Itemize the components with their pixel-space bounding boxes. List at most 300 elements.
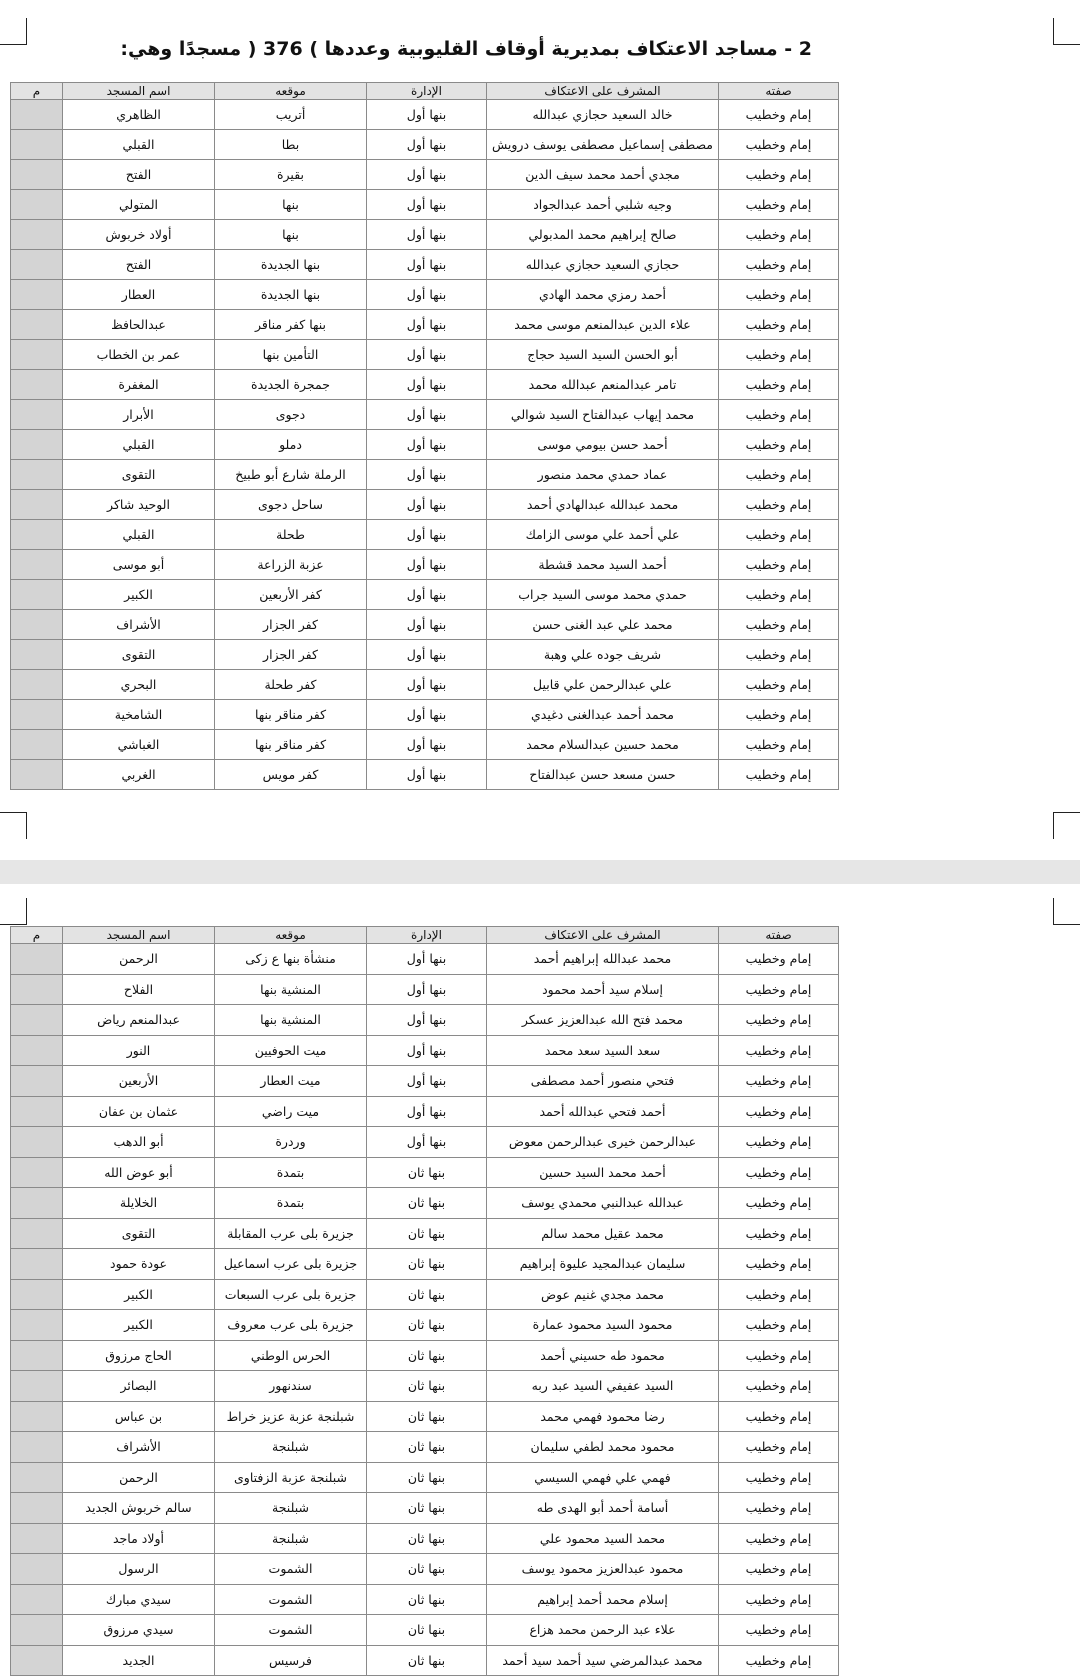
cell-index <box>11 160 63 190</box>
cell-mosque: الرحمن <box>63 944 215 975</box>
cell-admin: بنها أول <box>367 944 487 975</box>
cell-index <box>11 1157 63 1188</box>
cell-admin: بنها أول <box>367 430 487 460</box>
table-header-row <box>11 927 839 944</box>
cell-location: بنها الجديدة <box>215 250 367 280</box>
cell-location: طحلة <box>215 520 367 550</box>
crop-mark-top-right <box>1053 898 1080 925</box>
cell-index <box>11 580 63 610</box>
cell-location: كفر مناقر بنها <box>215 700 367 730</box>
cell-mosque: عبدالمنعم رياض <box>63 1005 215 1036</box>
cell-location: فرسيس <box>215 1645 367 1676</box>
header-admin: الإدارة <box>367 83 487 100</box>
cell-mosque: أولاد خربوش <box>63 220 215 250</box>
cell-supervisor: سعد السيد سعد محمد <box>487 1035 719 1066</box>
cell-index <box>11 460 63 490</box>
table-row <box>11 520 839 550</box>
table-row <box>11 1584 839 1615</box>
cell-admin: بنها ثان <box>367 1462 487 1493</box>
table-row <box>11 580 839 610</box>
cell-role: إمام وخطيب <box>719 1493 839 1524</box>
cell-admin: بنها أول <box>367 280 487 310</box>
cell-admin: بنها ثان <box>367 1554 487 1585</box>
cell-role: إمام وخطيب <box>719 220 839 250</box>
table-row <box>11 1249 839 1280</box>
cell-supervisor: إسلام سيد أحمد محمود <box>487 974 719 1005</box>
cell-location: شبلنجة عزبة عزيز خراط <box>215 1401 367 1432</box>
table-row <box>11 100 839 130</box>
cell-index <box>11 220 63 250</box>
cell-supervisor: محمد عبدالله إبراهيم أحمد <box>487 944 719 975</box>
cell-location: سندنهور <box>215 1371 367 1402</box>
cell-admin: بنها ثان <box>367 1523 487 1554</box>
cell-mosque: سيدي مبارك <box>63 1584 215 1615</box>
cell-admin: بنها ثان <box>367 1218 487 1249</box>
cell-role: إمام وخطيب <box>719 550 839 580</box>
cell-supervisor: أحمد السيد محمد قشطة <box>487 550 719 580</box>
cell-location: جزيرة بلى عرب السبعات <box>215 1279 367 1310</box>
cell-admin: بنها أول <box>367 610 487 640</box>
cell-location: بنها <box>215 190 367 220</box>
cell-admin: بنها ثان <box>367 1645 487 1676</box>
cell-admin: بنها أول <box>367 460 487 490</box>
cell-supervisor: محمد علي عبد الغنى حسن <box>487 610 719 640</box>
cell-supervisor: عبدالرحمن خيرى عبدالرحمن معوض <box>487 1127 719 1158</box>
cell-mosque: الرحمن <box>63 1462 215 1493</box>
cell-mosque: الكبير <box>63 1310 215 1341</box>
table-row <box>11 1035 839 1066</box>
cell-role: إمام وخطيب <box>719 730 839 760</box>
table-row <box>11 220 839 250</box>
cell-admin: بنها أول <box>367 700 487 730</box>
cell-role: إمام وخطيب <box>719 700 839 730</box>
cell-supervisor: حسن مسعد حسن عبدالفتاح <box>487 760 719 790</box>
cell-location: ميت الحوفيين <box>215 1035 367 1066</box>
cell-admin: بنها ثان <box>367 1249 487 1280</box>
cell-admin: بنها أول <box>367 310 487 340</box>
cell-role: إمام وخطيب <box>719 1035 839 1066</box>
mosques-table-2 <box>10 926 839 1676</box>
cell-admin: بنها أول <box>367 1096 487 1127</box>
cell-supervisor: خالد السعيد حجازي عبدالله <box>487 100 719 130</box>
cell-mosque: المتولي <box>63 190 215 220</box>
cell-supervisor: محمد أحمد عبدالغنى دغيدي <box>487 700 719 730</box>
cell-location: كفر مويس <box>215 760 367 790</box>
cell-mosque: بن عباس <box>63 1401 215 1432</box>
cell-mosque: أبو الدهب <box>63 1127 215 1158</box>
cell-supervisor: أحمد فتحي عبدالله أحمد <box>487 1096 719 1127</box>
cell-location: المنشية بنها <box>215 974 367 1005</box>
cell-admin: بنها أول <box>367 550 487 580</box>
cell-location: شبلنجة عزبة الزفتاوى <box>215 1462 367 1493</box>
cell-role: إمام وخطيب <box>719 974 839 1005</box>
crop-mark-top-left <box>0 898 27 925</box>
cell-index <box>11 190 63 220</box>
cell-mosque: الغباشي <box>63 730 215 760</box>
cell-supervisor: عماد حمدي محمد منصور <box>487 460 719 490</box>
cell-index <box>11 400 63 430</box>
cell-admin: بنها أول <box>367 1066 487 1097</box>
cell-admin: بنها أول <box>367 340 487 370</box>
table-row <box>11 1554 839 1585</box>
cell-mosque: الشامخية <box>63 700 215 730</box>
cell-admin: بنها أول <box>367 760 487 790</box>
cell-supervisor: محمود محمد لطفي سليمان <box>487 1432 719 1463</box>
cell-role: إمام وخطيب <box>719 190 839 220</box>
cell-location: جمجرة الجديدة <box>215 370 367 400</box>
page-title: 2 - مساجد الاعتكاف بمديرية أوقاف القليوبية وعددها ) 376 ( مسجدًا وهي: <box>120 38 812 60</box>
cell-location: شبلنجة <box>215 1493 367 1524</box>
cell-index <box>11 760 63 790</box>
cell-supervisor: فتحي منصور أحمد مصطفى <box>487 1066 719 1097</box>
cell-index <box>11 520 63 550</box>
table-row <box>11 1279 839 1310</box>
cell-index <box>11 1645 63 1676</box>
cell-index <box>11 130 63 160</box>
table-row <box>11 1371 839 1402</box>
cell-supervisor: أبو الحسن السيد السيد حجاج <box>487 340 719 370</box>
cell-index <box>11 280 63 310</box>
header-role: صفته <box>719 83 839 100</box>
header-location: موقعه <box>215 83 367 100</box>
table-row <box>11 310 839 340</box>
cell-location: الشموت <box>215 1584 367 1615</box>
cell-index <box>11 1127 63 1158</box>
cell-location: جزيرة بلى عرب المقابلة <box>215 1218 367 1249</box>
table-row <box>11 280 839 310</box>
cell-supervisor: علاء عبد الرحمن محمد هزاع <box>487 1615 719 1646</box>
table-row <box>11 974 839 1005</box>
cell-role: إمام وخطيب <box>719 430 839 460</box>
cell-role: إمام وخطيب <box>719 520 839 550</box>
cell-index <box>11 1035 63 1066</box>
table-row <box>11 160 839 190</box>
cell-index <box>11 1279 63 1310</box>
cell-mosque: الحاج مرزوق <box>63 1340 215 1371</box>
cell-role: إمام وخطيب <box>719 130 839 160</box>
table-row <box>11 1310 839 1341</box>
cell-supervisor: محمد السيد محمود علي <box>487 1523 719 1554</box>
cell-role: إمام وخطيب <box>719 1371 839 1402</box>
crop-mark-top-right <box>1053 18 1080 45</box>
cell-role: إمام وخطيب <box>719 460 839 490</box>
cell-supervisor: محمود السيد محمود عمارة <box>487 1310 719 1341</box>
table-1-body <box>11 100 839 790</box>
cell-admin: بنها أول <box>367 190 487 220</box>
crop-mark-bottom-right <box>1053 812 1080 839</box>
cell-supervisor: عبدالله عبدالنبي محمدي يوسف <box>487 1188 719 1219</box>
cell-role: إمام وخطيب <box>719 1310 839 1341</box>
cell-mosque: أولاد ماجد <box>63 1523 215 1554</box>
cell-index <box>11 1096 63 1127</box>
table-row <box>11 1188 839 1219</box>
crop-mark-bottom-left <box>0 812 27 839</box>
cell-role: إمام وخطيب <box>719 640 839 670</box>
cell-role: إمام وخطيب <box>719 310 839 340</box>
cell-role: إمام وخطيب <box>719 1188 839 1219</box>
cell-admin: بنها ثان <box>367 1371 487 1402</box>
cell-index <box>11 974 63 1005</box>
cell-index <box>11 1249 63 1280</box>
header-mosque: اسم المسجد <box>63 927 215 944</box>
cell-mosque: الفلاح <box>63 974 215 1005</box>
cell-role: إمام وخطيب <box>719 400 839 430</box>
cell-supervisor: محمد عبدالله عبدالهادي أحمد <box>487 490 719 520</box>
cell-admin: بنها ثان <box>367 1584 487 1615</box>
cell-mosque: الجديد <box>63 1645 215 1676</box>
cell-admin: بنها أول <box>367 520 487 550</box>
cell-location: كفر مناقر بنها <box>215 730 367 760</box>
cell-index <box>11 490 63 520</box>
cell-location: كفر الأربعين <box>215 580 367 610</box>
header-admin: الإدارة <box>367 927 487 944</box>
cell-location: منشأة بنها ع زكى <box>215 944 367 975</box>
cell-supervisor: محمد عبدالمرضي سيد أحمد سيد أحمد <box>487 1645 719 1676</box>
cell-role: إمام وخطيب <box>719 1249 839 1280</box>
mosques-table-1 <box>10 82 839 790</box>
cell-admin: بنها أول <box>367 490 487 520</box>
cell-mosque: عثمان بن عفان <box>63 1096 215 1127</box>
header-index: م <box>11 927 63 944</box>
cell-role: إمام وخطيب <box>719 1279 839 1310</box>
cell-location: بنها الجديدة <box>215 280 367 310</box>
cell-supervisor: محمد إيهاب عبدالفتاح السيد شوالي <box>487 400 719 430</box>
cell-admin: بنها أول <box>367 1005 487 1036</box>
cell-location: أتريب <box>215 100 367 130</box>
cell-location: ميت العطار <box>215 1066 367 1097</box>
cell-index <box>11 250 63 280</box>
cell-role: إمام وخطيب <box>719 1523 839 1554</box>
cell-index <box>11 1432 63 1463</box>
cell-location: وردرة <box>215 1127 367 1158</box>
cell-mosque: الوحيد شاكر <box>63 490 215 520</box>
cell-supervisor: وجيه شلبي أحمد عبدالجواد <box>487 190 719 220</box>
table-row <box>11 610 839 640</box>
table-row <box>11 730 839 760</box>
document-page-2 <box>0 884 1080 1677</box>
cell-supervisor: محمد حسين عبدالسلام محمد <box>487 730 719 760</box>
cell-admin: بنها أول <box>367 160 487 190</box>
cell-mosque: الفتح <box>63 250 215 280</box>
cell-mosque: الغربي <box>63 760 215 790</box>
table-row <box>11 760 839 790</box>
cell-role: إمام وخطيب <box>719 340 839 370</box>
cell-role: إمام وخطيب <box>719 1127 839 1158</box>
cell-supervisor: أحمد رمزي محمد الهادي <box>487 280 719 310</box>
cell-location: دجوى <box>215 400 367 430</box>
cell-index <box>11 730 63 760</box>
cell-location: جزيرة بلى عرب اسماعيل <box>215 1249 367 1280</box>
cell-index <box>11 1523 63 1554</box>
cell-location: دملو <box>215 430 367 460</box>
cell-index <box>11 1401 63 1432</box>
cell-index <box>11 1310 63 1341</box>
table-row <box>11 640 839 670</box>
cell-location: بتمدة <box>215 1188 367 1219</box>
cell-role: إمام وخطيب <box>719 670 839 700</box>
cell-admin: بنها ثان <box>367 1493 487 1524</box>
cell-mosque: القبلي <box>63 430 215 460</box>
cell-location: ميت راضي <box>215 1096 367 1127</box>
table-row <box>11 1462 839 1493</box>
cell-mosque: القبلي <box>63 130 215 160</box>
cell-location: بنها كفر مناقر <box>215 310 367 340</box>
table-row <box>11 1127 839 1158</box>
cell-supervisor: أحمد محمد السيد حسين <box>487 1157 719 1188</box>
cell-index <box>11 1066 63 1097</box>
table-row <box>11 400 839 430</box>
cell-mosque: الخلايلة <box>63 1188 215 1219</box>
cell-admin: بنها أول <box>367 400 487 430</box>
table-2-body <box>11 944 839 1676</box>
cell-role: إمام وخطيب <box>719 250 839 280</box>
cell-index <box>11 610 63 640</box>
table-row <box>11 700 839 730</box>
table-row <box>11 1218 839 1249</box>
cell-admin: بنها أول <box>367 974 487 1005</box>
cell-mosque: النور <box>63 1035 215 1066</box>
cell-supervisor: أحمد حسن بيومي موسى <box>487 430 719 460</box>
header-supervisor: المشرف على الاعتكاف <box>487 83 719 100</box>
cell-role: إمام وخطيب <box>719 1401 839 1432</box>
cell-location: الحرس الوطني <box>215 1340 367 1371</box>
cell-admin: بنها أول <box>367 580 487 610</box>
header-mosque: اسم المسجد <box>63 83 215 100</box>
cell-role: إمام وخطيب <box>719 1554 839 1585</box>
page-separator <box>0 860 1080 884</box>
cell-admin: بنها ثان <box>367 1432 487 1463</box>
header-supervisor: المشرف على الاعتكاف <box>487 927 719 944</box>
cell-admin: بنها أول <box>367 730 487 760</box>
cell-location: التأمين بنها <box>215 340 367 370</box>
cell-supervisor: محمد عقيل محمد سالم <box>487 1218 719 1249</box>
cell-index <box>11 1218 63 1249</box>
table-row <box>11 130 839 160</box>
cell-supervisor: صالح إبراهيم محمد المدبولي <box>487 220 719 250</box>
cell-supervisor: إسلام محمد أحمد إبراهيم <box>487 1584 719 1615</box>
cell-location: عزبة الزراعة <box>215 550 367 580</box>
cell-mosque: سيدي مرزوق <box>63 1615 215 1646</box>
cell-role: إمام وخطيب <box>719 280 839 310</box>
table-row <box>11 430 839 460</box>
cell-mosque: الأبرار <box>63 400 215 430</box>
cell-index <box>11 670 63 700</box>
cell-mosque: التقوى <box>63 1218 215 1249</box>
cell-mosque: التقوى <box>63 460 215 490</box>
cell-index <box>11 1188 63 1219</box>
cell-admin: بنها أول <box>367 640 487 670</box>
cell-location: شبلنجة <box>215 1523 367 1554</box>
cell-role: إمام وخطيب <box>719 100 839 130</box>
cell-role: إمام وخطيب <box>719 610 839 640</box>
cell-admin: بنها أول <box>367 1035 487 1066</box>
cell-mosque: الكبير <box>63 580 215 610</box>
cell-supervisor: السيد عفيفي السيد عبد ربه <box>487 1371 719 1402</box>
cell-role: إمام وخطيب <box>719 1005 839 1036</box>
cell-supervisor: رضا محمود فهمي محمد <box>487 1401 719 1432</box>
table-row <box>11 1157 839 1188</box>
cell-supervisor: حجازي السعيد حجازي عبدالله <box>487 250 719 280</box>
table-row <box>11 1493 839 1524</box>
table-row <box>11 550 839 580</box>
table-row <box>11 190 839 220</box>
cell-index <box>11 370 63 400</box>
cell-mosque: الأشراف <box>63 1432 215 1463</box>
cell-role: إمام وخطيب <box>719 760 839 790</box>
cell-mosque: البصائر <box>63 1371 215 1402</box>
cell-admin: بنها ثان <box>367 1340 487 1371</box>
cell-index <box>11 430 63 460</box>
cell-mosque: أبو موسى <box>63 550 215 580</box>
table-row <box>11 1340 839 1371</box>
table-row <box>11 340 839 370</box>
table-row <box>11 1005 839 1036</box>
cell-admin: بنها ثان <box>367 1188 487 1219</box>
cell-admin: بنها أول <box>367 1127 487 1158</box>
header-location: موقعه <box>215 927 367 944</box>
mosques-table-1-wrapper <box>10 82 838 790</box>
cell-role: إمام وخطيب <box>719 1584 839 1615</box>
cell-location: كفر الجزار <box>215 640 367 670</box>
table-row <box>11 460 839 490</box>
cell-role: إمام وخطيب <box>719 1066 839 1097</box>
cell-supervisor: علاء الدين عبدالمنعم موسى محمد <box>487 310 719 340</box>
cell-location: كفر طحلة <box>215 670 367 700</box>
cell-supervisor: محمد فتح الله عبدالعزيز عسكر <box>487 1005 719 1036</box>
cell-index <box>11 310 63 340</box>
cell-supervisor: مجدي أحمد محمد سيف الدين <box>487 160 719 190</box>
cell-supervisor: محمد مجدي غنيم عوض <box>487 1279 719 1310</box>
cell-supervisor: فهمي علي فهمي السيسي <box>487 1462 719 1493</box>
cell-admin: بنها أول <box>367 670 487 700</box>
cell-admin: بنها ثان <box>367 1310 487 1341</box>
cell-location: الشموت <box>215 1554 367 1585</box>
cell-index <box>11 1584 63 1615</box>
cell-admin: بنها أول <box>367 370 487 400</box>
cell-mosque: الرسول <box>63 1554 215 1585</box>
cell-role: إمام وخطيب <box>719 1432 839 1463</box>
cell-location: شبلنجة <box>215 1432 367 1463</box>
cell-role: إمام وخطيب <box>719 580 839 610</box>
cell-supervisor: مصطفى إسماعيل مصطفى يوسف درويش <box>487 130 719 160</box>
cell-admin: بنها أول <box>367 130 487 160</box>
table-row <box>11 1615 839 1646</box>
cell-mosque: عبدالحافظ <box>63 310 215 340</box>
cell-index <box>11 1340 63 1371</box>
cell-role: إمام وخطيب <box>719 1157 839 1188</box>
cell-location: الرملة شارع أبو طبيخ <box>215 460 367 490</box>
cell-mosque: أبو عوض الله <box>63 1157 215 1188</box>
cell-supervisor: محمود عبدالعزيز محمود يوسف <box>487 1554 719 1585</box>
table-row <box>11 1066 839 1097</box>
table-header-row <box>11 83 839 100</box>
cell-mosque: البحري <box>63 670 215 700</box>
mosques-table-2-wrapper <box>10 926 838 1676</box>
cell-role: إمام وخطيب <box>719 1096 839 1127</box>
cell-mosque: عودة حمود <box>63 1249 215 1280</box>
cell-location: بقيرة <box>215 160 367 190</box>
header-index: م <box>11 83 63 100</box>
cell-location: بنها <box>215 220 367 250</box>
cell-index <box>11 640 63 670</box>
table-row <box>11 1523 839 1554</box>
cell-index <box>11 1554 63 1585</box>
cell-mosque: سالم خربوش الجديد <box>63 1493 215 1524</box>
cell-mosque: عمر بن الخطاب <box>63 340 215 370</box>
cell-mosque: الأربعين <box>63 1066 215 1097</box>
cell-location: بتمدة <box>215 1157 367 1188</box>
table-row <box>11 490 839 520</box>
